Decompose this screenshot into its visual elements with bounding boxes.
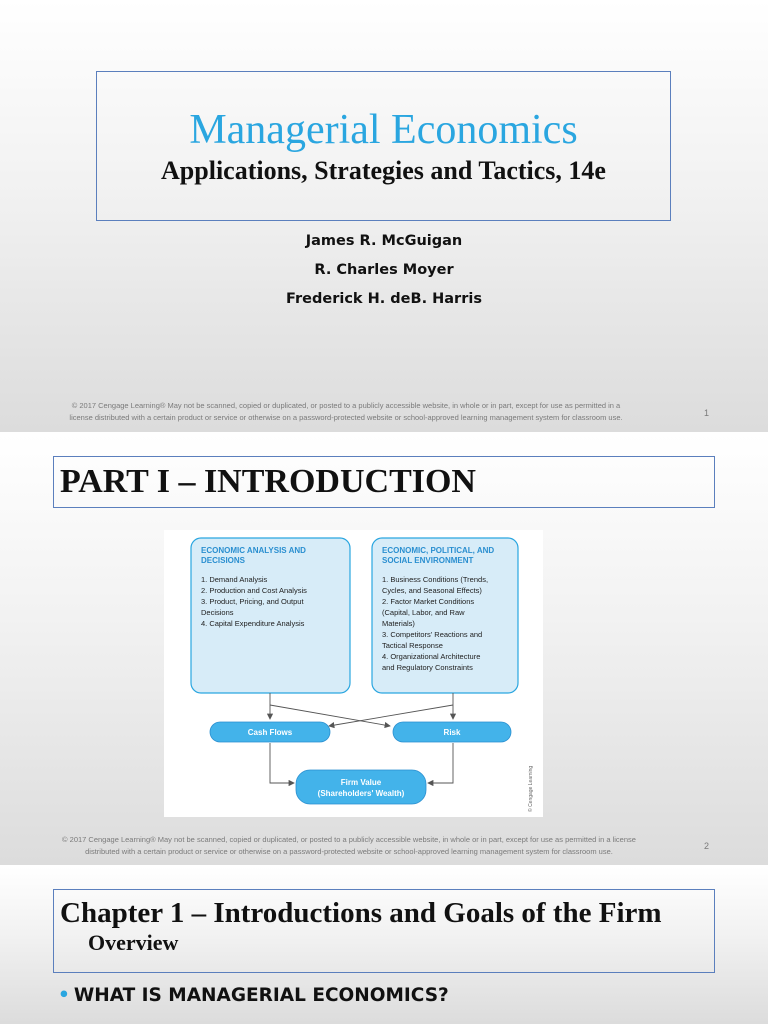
slide-subtitle: Applications, Strategies and Tactics, 14e xyxy=(161,156,606,185)
slide-title: Managerial Economics xyxy=(189,107,578,153)
slide-3 xyxy=(0,867,768,1024)
author-name: James R. McGuigan xyxy=(305,233,463,249)
copyright-notice xyxy=(10,400,682,424)
bullet-text: WHAT IS MANAGERIAL ECONOMICS? xyxy=(73,985,449,1006)
connector-arrow xyxy=(270,743,294,783)
firm-value-node xyxy=(296,770,426,804)
right-box-item: Cycles, and Seasonal Effects) xyxy=(382,586,482,595)
firm-value-label: (Shareholders' Wealth) xyxy=(317,789,405,798)
copyright-line: license distributed with a certain product or service or otherwise on a password-protected website or school-approved learning management system for classroom use. xyxy=(69,413,623,422)
copyright-line: © 2017 Cengage Learning® May not be scanned, copied or duplicated, or posted to a publicly accessible website, in whole or in part, except for use as permitted in a license xyxy=(62,835,636,844)
right-box-item: and Regulatory Constraints xyxy=(382,663,473,672)
connector-arrow xyxy=(428,743,453,783)
chapter-subtitle: Overview xyxy=(88,930,179,955)
copyright-line: © 2017 Cengage Learning® May not be scanned, copied or duplicated, or posted to a publicly accessible website, in whole or in part, except for use as permitted in a xyxy=(71,401,621,410)
right-box-item: Materials) xyxy=(382,619,415,628)
diagram-canvas xyxy=(164,530,543,817)
right-box-item: 2. Factor Market Conditions xyxy=(382,597,475,606)
bullet-item xyxy=(58,985,449,1006)
author-name: Frederick H. deB. Harris xyxy=(286,291,482,307)
slide-number: 2 xyxy=(704,841,710,851)
chapter-title: Chapter 1 – Introductions and Goals of the Firm xyxy=(60,897,662,929)
author-name: R. Charles Moyer xyxy=(314,262,454,278)
slide-number: 1 xyxy=(704,408,710,418)
copyright-notice xyxy=(8,834,690,858)
left-box-item: Decisions xyxy=(201,608,234,617)
left-box-item: 4. Capital Expenditure Analysis xyxy=(201,619,305,628)
left-box-heading: ECONOMIC ANALYSIS AND xyxy=(201,546,306,555)
right-box-item: Tactical Response xyxy=(382,641,443,650)
title-box xyxy=(96,71,671,221)
left-box-item: 2. Production and Cost Analysis xyxy=(201,586,307,595)
right-box-item: (Capital, Labor, and Raw xyxy=(382,608,465,617)
right-box-item: 3. Competitors' Reactions and xyxy=(382,630,483,639)
cash-flows-label: Cash Flows xyxy=(247,728,293,737)
left-box-heading: DECISIONS xyxy=(201,556,246,565)
risk-label: Risk xyxy=(443,728,461,737)
business-decision-diagram xyxy=(164,530,543,817)
part-title: PART I – INTRODUCTION xyxy=(53,456,715,508)
slide-1 xyxy=(0,0,768,432)
right-box-item: 1. Business Conditions (Trends, xyxy=(382,575,489,584)
left-box-item: 1. Demand Analysis xyxy=(201,575,268,584)
right-box-item: 4. Organizational Architecture xyxy=(382,652,481,661)
copyright-line: distributed with a certain product or service or otherwise on a password-protected website or school-approved learning management system for classroom use. xyxy=(85,847,613,856)
left-box-item: 3. Product, Pricing, and Output xyxy=(201,597,304,606)
right-box-heading: ECONOMIC, POLITICAL, AND xyxy=(382,546,495,555)
slide-2 xyxy=(0,434,768,865)
figure-credit: © Cengage Learning xyxy=(528,765,534,812)
firm-value-label: Firm Value xyxy=(340,778,382,787)
author-list xyxy=(0,230,768,317)
chapter-title-box xyxy=(53,889,715,973)
right-box-heading: SOCIAL ENVIRONMENT xyxy=(382,556,474,565)
bullet-icon: • xyxy=(58,985,70,1006)
